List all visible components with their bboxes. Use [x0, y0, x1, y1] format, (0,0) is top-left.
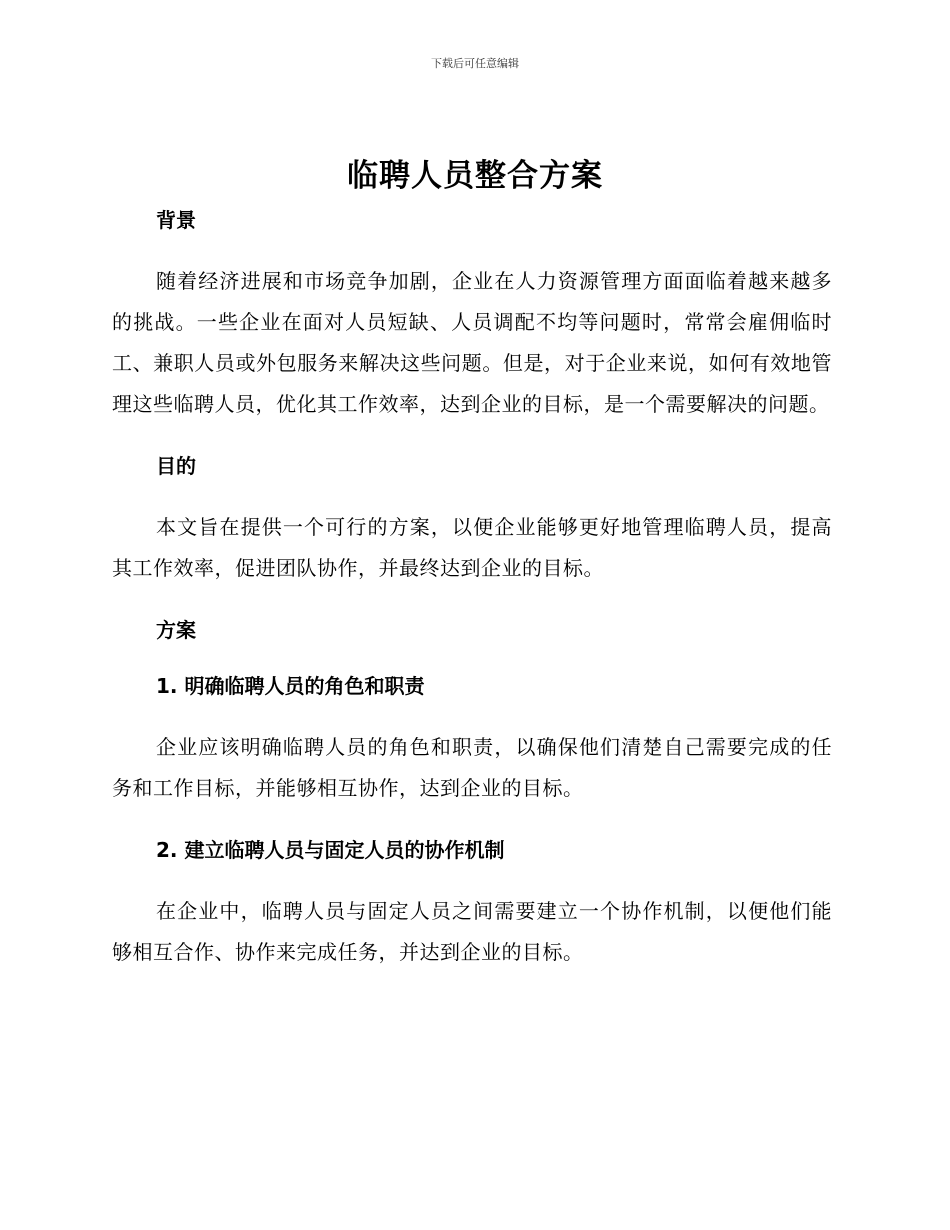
section-text-purpose: 本文旨在提供一个可行的方案，以便企业能够更好地管理临聘人员，提高其工作效率，促进团队协作，并最终达到企业的目标。: [112, 515, 832, 580]
document-body: [112, 205, 832, 973]
section-heading-plan: 方案: [156, 618, 196, 642]
section-text-background: 随着经济进展和市场竞争加剧，企业在人力资源管理方面面临着越来越多的挑战。一些企业在面对人员短缺、人员调配不均等问题时，常常会雇佣临时工、兼职人员或外包服务来解决这些问题。但是，对于企业来说，如何有效地管理这些临聘人员，优化其工作效率，达到企业的目标，是一个需要解决的问题。: [112, 269, 832, 416]
section-heading-item-1: 1. 明确临聘人员的角色和职责: [156, 674, 425, 698]
section-heading-item-2: 2. 建立临聘人员与固定人员的协作机制: [156, 838, 505, 862]
page-header-note: 下载后可任意编辑: [431, 57, 519, 70]
section-heading-purpose: 目的: [156, 454, 196, 478]
section-text-item-2: 在企业中，临聘人员与固定人员之间需要建立一个协作机制，以便他们能够相互合作、协作来完成任务，并达到企业的目标。: [112, 899, 832, 964]
section-heading-background: 背景: [156, 208, 196, 232]
section-text-item-1: 企业应该明确临聘人员的角色和职责，以确保他们清楚自己需要完成的任务和工作目标，并能够相互协作，达到企业的目标。: [112, 735, 832, 800]
document-title: 临聘人员整合方案: [347, 158, 603, 194]
